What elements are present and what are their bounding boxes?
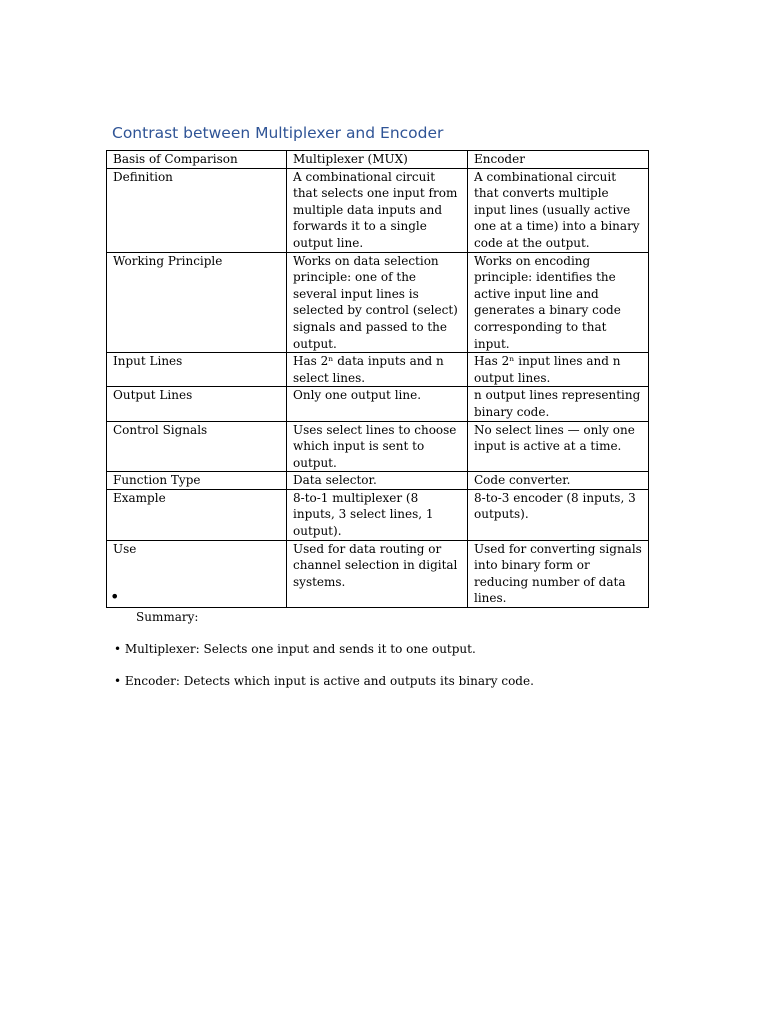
encoder-cell: 8-to-3 encoder (8 inputs, 3 outputs). [468,489,649,540]
summary-encoder-point: • Encoder: Detects which input is active and outputs its binary code. [114,674,534,688]
encoder-cell: Used for converting signals into binary form or reducing number of data lines. [468,540,649,607]
comparison-table [106,150,649,608]
page-title: Contrast between Multiplexer and Encoder [112,124,444,142]
table-row [107,168,649,252]
mux-cell: A combinational circuit that selects one input from multiple data inputs and forwards it to a single output line. [287,168,468,252]
row-label: Working Principle [107,252,287,353]
table-row [107,489,649,540]
row-label: Control Signals [107,421,287,472]
row-label: Output Lines [107,387,287,421]
table-row [107,252,649,353]
mux-cell: Data selector. [287,472,468,490]
encoder-cell: A combinational circuit that converts multiple input lines (usually active one at a time) into a binary code at the output. [468,168,649,252]
summary-multiplexer-point: • Multiplexer: Selects one input and sends it to one output. [114,642,476,656]
encoder-cell: Code converter. [468,472,649,490]
table-row [107,540,649,607]
table-header-row [107,151,649,169]
summary-heading: Summary: [136,610,199,624]
header-multiplexer: Multiplexer (MUX) [287,151,468,169]
table-row [107,421,649,472]
row-label: Use [107,540,287,607]
encoder-cell: Works on encoding principle: identifies the active input line and generates a binary code corresponding to that input. [468,252,649,353]
encoder-cell: Has 2ⁿ input lines and n output lines. [468,353,649,387]
mux-cell: Works on data selection principle: one of the several input lines is selected by control (select) signals and passed to the output. [287,252,468,353]
mux-cell: Uses select lines to choose which input is sent to output. [287,421,468,472]
table-row [107,472,649,490]
mux-cell: Used for data routing or channel selection in digital systems. [287,540,468,607]
bullet-point: • [110,587,120,606]
row-label: Input Lines [107,353,287,387]
header-encoder: Encoder [468,151,649,169]
row-label: Function Type [107,472,287,490]
row-label: Definition [107,168,287,252]
table-row [107,353,649,387]
row-label: Example [107,489,287,540]
mux-cell: Has 2ⁿ data inputs and n select lines. [287,353,468,387]
mux-cell: Only one output line. [287,387,468,421]
mux-cell: 8-to-1 multiplexer (8 inputs, 3 select lines, 1 output). [287,489,468,540]
encoder-cell: No select lines — only one input is active at a time. [468,421,649,472]
encoder-cell: n output lines representing binary code. [468,387,649,421]
table-row [107,387,649,421]
header-basis: Basis of Comparison [107,151,287,169]
